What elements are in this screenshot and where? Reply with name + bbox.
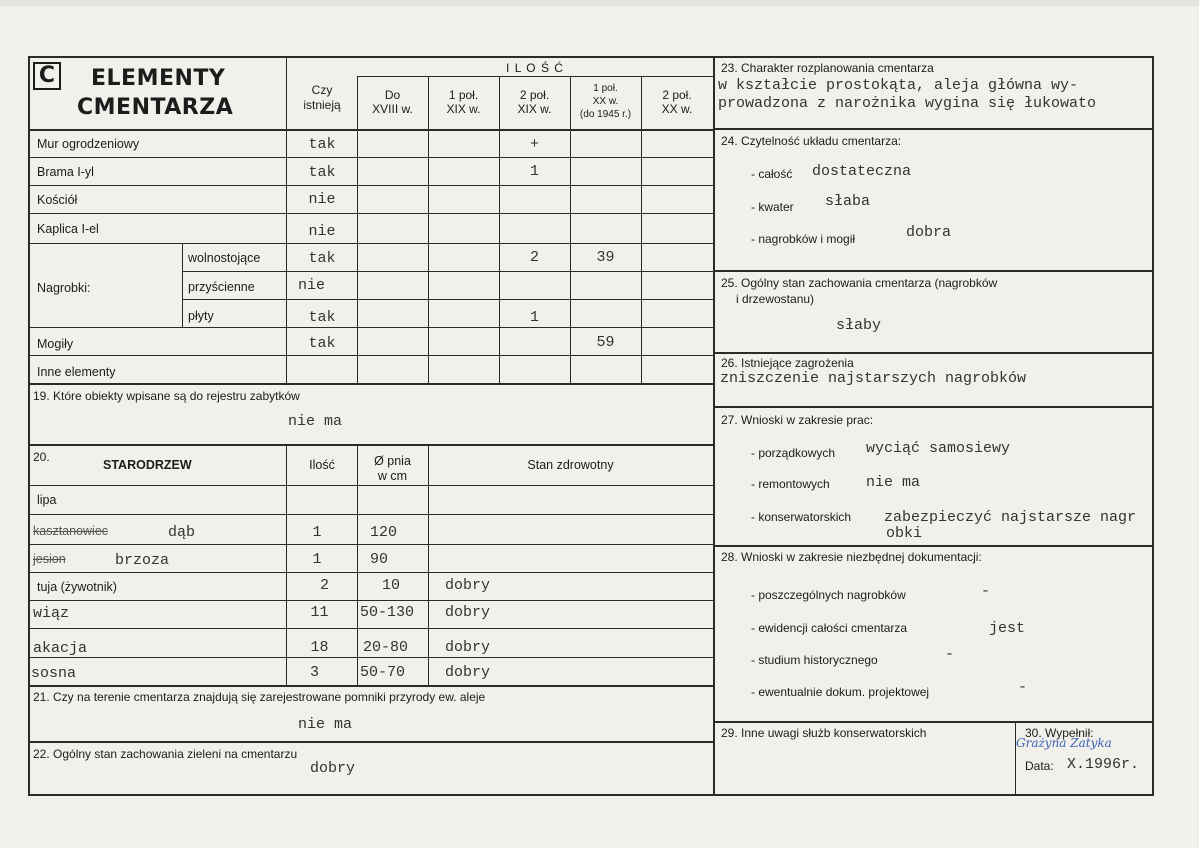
q23-answer-line1: w kształcie prostokąta, aleja główna wy-: [718, 78, 1079, 93]
q28-label: 28. Wnioski w zakresie niezbędnej dokumentacji:: [721, 550, 982, 564]
q24-item-answer: dobra: [906, 224, 952, 241]
period-header: (do 1945 r.): [579, 109, 632, 120]
tree-count: 11: [310, 604, 329, 621]
q19-label: 19. Które obiekty wpisane są do rejestru zabytków: [33, 389, 300, 403]
grid-line: [714, 270, 1154, 272]
tree-count: 1: [312, 524, 322, 541]
period-header: 1 poł.: [593, 83, 618, 94]
q24-label: 24. Czytelność układu cmentarza:: [721, 134, 902, 148]
tree-count: 18: [310, 639, 329, 656]
q28-item-label: - poszczególnych nagrobków: [751, 588, 906, 602]
tree-count: 3: [309, 664, 319, 681]
element-count: 2: [529, 249, 539, 266]
period-header: XIX w.: [446, 102, 481, 116]
grid-line: [182, 299, 713, 300]
paper-edge: [0, 0, 1199, 6]
grid-line: [29, 572, 713, 573]
q26-answer: zniszczenie najstarszych nagrobków: [720, 370, 1027, 387]
element-label: Kościół: [37, 193, 78, 207]
tree-count: 2: [319, 577, 329, 594]
q19-answer: nie ma: [288, 413, 343, 430]
grid-line: [29, 741, 713, 743]
q21-label: 21. Czy na terenie cmentarza znajdują się zarejestrowane pomniki przyrody ew. aleje: [33, 690, 486, 704]
grid-line: [29, 514, 713, 515]
tree-health: dobry: [445, 639, 491, 656]
tree-diameter: 50-130: [360, 604, 415, 621]
exists-header-l1: Czy: [311, 83, 333, 97]
q30-date: X.1996r.: [1067, 756, 1140, 773]
grid-line: [1015, 722, 1016, 795]
element-label: Kaplica I-el: [37, 222, 99, 236]
q29-label: 29. Inne uwagi służb konserwatorskich: [721, 726, 927, 740]
tree-name-typed: brzoza: [115, 552, 170, 569]
grid-line: [29, 628, 713, 629]
count-header: Ilość: [309, 458, 335, 472]
grid-line: [29, 327, 713, 328]
grid-line: [29, 544, 713, 545]
tree-count: 1: [312, 551, 322, 568]
grid-line: [714, 545, 1154, 547]
tree-diameter: 20-80: [363, 639, 409, 656]
grid-line: [29, 355, 713, 356]
tree-diameter: 120: [370, 524, 398, 541]
q27-item-answer: zabezpieczyć najstarsze nagr: [884, 510, 1137, 525]
q27-item-answer: nie ma: [866, 474, 921, 491]
grid-line: [29, 383, 713, 385]
grid-line: [29, 485, 713, 486]
grid-line: [29, 657, 713, 658]
element-label: Brama I-yl: [37, 165, 94, 179]
element-label: Mur ogrodzeniowy: [37, 137, 140, 151]
period-header: XX w.: [592, 96, 619, 107]
period-header: 1 poł.: [448, 88, 479, 102]
q21-answer: nie ma: [298, 716, 353, 733]
q28-item-answer: jest: [989, 620, 1026, 637]
q28-item-label: - ewentualnie dokum. projektowej: [751, 685, 930, 699]
tree-name-typed: wiąz: [33, 605, 70, 622]
element-exists: tak: [308, 136, 336, 153]
grid-line: [357, 77, 358, 384]
q22-answer: dobry: [310, 760, 356, 777]
grid-line: [714, 406, 1154, 408]
q27-item-answer-cont: obki: [886, 525, 923, 542]
grid-line: [182, 271, 713, 272]
element-count: 1: [529, 163, 539, 180]
diameter-header-l1: Ø pnia: [374, 454, 411, 468]
grid-line: [499, 77, 500, 384]
grid-line: [714, 721, 1154, 723]
element-exists: nie: [308, 191, 336, 208]
section-title-line1: ELEMENTY: [91, 66, 226, 91]
q27-item-answer: wyciąć samosiewy: [866, 440, 1011, 457]
element-exists: tak: [308, 250, 336, 267]
grid-line: [357, 76, 713, 77]
quantity-header: I L O Ś Ć: [506, 61, 564, 75]
q23-label: 23. Charakter rozplanowania cmentarza: [721, 61, 934, 75]
element-sublabel: płyty: [188, 309, 214, 323]
period-header: XVIII w.: [372, 102, 413, 116]
tree-name-typed: akacja: [33, 640, 88, 657]
section-letter-box: C: [33, 62, 61, 90]
tree-name-typed: sosna: [31, 665, 77, 682]
health-header: Stan zdrowotny: [527, 458, 614, 472]
tree-health: dobry: [445, 604, 491, 621]
q20-number: 20.: [33, 450, 50, 464]
q27-item-label: - konserwatorskich: [751, 510, 852, 524]
tree-name-printed: kasztanowiec: [33, 524, 109, 538]
column-divider: [713, 57, 715, 795]
period-header: XIX w.: [517, 102, 552, 116]
tree-diameter: 10: [382, 577, 401, 594]
tree-diameter: 90: [370, 551, 389, 568]
element-sublabel: przyścienne: [188, 280, 255, 294]
q30-label: 30. Wypełnił:: [1025, 726, 1094, 740]
tree-health: dobry: [445, 577, 491, 594]
grid-line: [641, 77, 642, 384]
section-title-line2: CMENTARZA: [77, 95, 234, 120]
q27-item-label: - remontowych: [751, 477, 830, 491]
q24-item-label: - nagrobków i mogił: [751, 232, 856, 246]
tree-name-printed: tuja (żywotnik): [37, 580, 117, 594]
grid-line: [29, 243, 713, 244]
q28-item-answer: -: [1018, 679, 1028, 696]
element-exists: tak: [308, 335, 336, 352]
period-header: Do: [384, 88, 401, 102]
diameter-header-l2: w cm: [377, 469, 408, 483]
q25-label-line1: 25. Ogólny stan zachowania cmentarza (nagrobków: [721, 276, 998, 290]
q25-answer: słaby: [836, 317, 882, 334]
exists-header-l2: istnieją: [303, 98, 341, 112]
q30-date-label: Data:: [1025, 759, 1054, 773]
grid-line: [182, 243, 183, 328]
grid-line: [714, 352, 1154, 354]
q28-item-answer: -: [945, 646, 955, 663]
tree-health: dobry: [445, 664, 491, 681]
q25-label-line2: i drzewostanu): [736, 292, 815, 306]
q24-item-answer: słaba: [825, 193, 871, 210]
element-exists: tak: [308, 164, 336, 181]
grid-line: [714, 128, 1154, 130]
element-label: Mogiły: [37, 337, 74, 351]
element-count: +: [529, 136, 539, 153]
element-exists: nie: [298, 277, 326, 294]
q24-item-label: - całość: [751, 167, 793, 181]
tree-diameter: 50-70: [360, 664, 406, 681]
grid-line: [29, 213, 713, 214]
q27-item-label: - porządkowych: [751, 446, 836, 460]
grid-line: [428, 77, 429, 384]
q27-label: 27. Wnioski w zakresie prac:: [721, 413, 874, 427]
q26-label: 26. Istniejące zagrożenia: [721, 356, 854, 370]
grid-line: [29, 444, 713, 446]
element-count: 59: [596, 334, 615, 351]
grid-line: [29, 600, 713, 601]
signature: Grażyna Zatyka: [1016, 736, 1112, 750]
grid-line: [428, 445, 429, 685]
grid-line: [29, 157, 713, 158]
period-header: 2 poł.: [662, 88, 692, 102]
q24-item-label: - kwater: [751, 200, 794, 214]
tree-header: STARODRZEW: [103, 458, 192, 472]
tree-name-printed: lipa: [37, 493, 57, 507]
q23-answer-line2: prowadzona z narożnika wygina się łukowato: [718, 96, 1097, 111]
period-header: 2 poł.: [519, 88, 550, 102]
q24-item-answer: dostateczna: [812, 163, 912, 180]
grid-line: [29, 685, 713, 687]
element-count: 39: [596, 249, 615, 266]
q28-item-label: - studium historycznego: [751, 653, 878, 667]
element-exists: nie: [308, 223, 336, 240]
grid-line: [29, 129, 713, 131]
tree-name-typed: dąb: [168, 524, 196, 541]
grid-line: [29, 185, 713, 186]
period-header: XX w.: [661, 102, 693, 116]
element-label: Inne elementy: [37, 365, 116, 379]
q22-label: 22. Ogólny stan zachowania zieleni na cmentarzu: [33, 747, 298, 761]
tree-name-printed: jesion: [33, 552, 66, 566]
element-exists: tak: [308, 309, 336, 326]
q28-item-label: - ewidencji całości cmentarza: [751, 621, 908, 635]
element-label: Nagrobki:: [37, 281, 91, 295]
element-count: 1: [529, 309, 539, 326]
element-sublabel: wolnostojące: [188, 251, 261, 265]
q28-item-answer: -: [981, 583, 991, 600]
